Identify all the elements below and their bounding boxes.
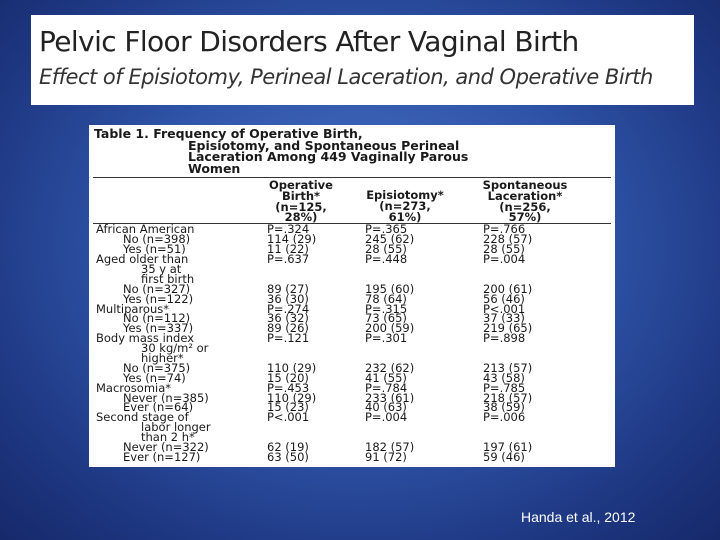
frequency-table <box>89 125 615 467</box>
row-label: first birth <box>141 271 195 286</box>
row-label: No (n=375) <box>123 360 191 375</box>
cell-spontaneous-laceration: 37 (33) <box>483 311 525 326</box>
header-line: (n=125, <box>275 199 327 214</box>
header-spontaneous-laceration <box>463 178 587 225</box>
cell-operative-birth: 110 (29) <box>267 360 317 375</box>
header-line: Spontaneous <box>482 178 568 193</box>
cell-episiotomy: 232 (62) <box>365 360 415 375</box>
cell-operative-birth: 114 (29) <box>267 232 317 247</box>
row-label: African American <box>96 222 195 237</box>
cell-spontaneous-laceration: 197 (61) <box>483 439 533 454</box>
cell-spontaneous-laceration: P=.785 <box>483 380 526 395</box>
table-caption <box>93 128 611 174</box>
row-label: Never (n=385) <box>123 390 209 405</box>
table-body <box>93 224 611 462</box>
table-row <box>93 291 611 306</box>
cell-episiotomy: 200 (59) <box>365 321 415 336</box>
header-line: Operative <box>269 178 333 193</box>
slide-subtitle: Effect of Episiotomy, Perineal Laceration, and Operative Birth <box>39 65 653 89</box>
cell-episiotomy <box>353 344 465 354</box>
row-label: Multiparous* <box>96 301 169 316</box>
cell-episiotomy: P=.301 <box>365 331 408 346</box>
row-label: Body mass index <box>96 331 195 346</box>
row-label: 35 y at <box>141 261 182 276</box>
cell-operative-birth: 89 (27) <box>267 281 309 296</box>
cell-episiotomy: P=.365 <box>365 222 408 237</box>
cell-spontaneous-laceration: P=.766 <box>483 222 526 237</box>
cell-spontaneous-laceration: P=.004 <box>483 252 526 267</box>
cell-spontaneous-laceration: 218 (57) <box>483 390 533 405</box>
cell-operative-birth: 15 (20) <box>267 370 309 385</box>
cell-spontaneous-laceration: 59 (46) <box>483 449 525 464</box>
cell-spontaneous-laceration: 38 (59) <box>483 400 525 415</box>
cell-episiotomy: 73 (65) <box>365 311 407 326</box>
header-line: Birth* <box>281 188 321 203</box>
cell-spontaneous-laceration: 213 (57) <box>483 360 533 375</box>
title-banner <box>31 15 694 105</box>
row-label: higher* <box>141 350 184 365</box>
table-header <box>93 178 611 223</box>
cell-operative-birth <box>263 265 353 275</box>
cell-episiotomy: P=.315 <box>365 301 408 316</box>
row-label: Ever (n=64) <box>123 400 194 415</box>
header-line: (n=256, <box>499 199 551 214</box>
row-label: Ever (n=127) <box>123 449 201 464</box>
row-label: Yes (n=74) <box>123 370 186 385</box>
cell-operative-birth: P<.001 <box>267 410 310 425</box>
slide-title: Pelvic Floor Disorders After Vaginal Birth <box>39 25 579 58</box>
header-line: Laceration* <box>487 188 563 203</box>
row-label: No (n=112) <box>123 311 191 326</box>
cell-episiotomy: P=.004 <box>365 410 408 425</box>
row-label: No (n=398) <box>123 232 191 247</box>
header-line: 57%) <box>508 210 542 225</box>
cell-operative-birth: 36 (30) <box>267 291 309 306</box>
row-label: Second stage of <box>96 410 189 425</box>
cell-operative-birth: 15 (23) <box>267 400 309 415</box>
cell-operative-birth: 11 (22) <box>267 242 309 257</box>
cell-operative-birth <box>263 344 353 354</box>
citation: Handa et al., 2012 <box>521 509 636 525</box>
cell-episiotomy: P=.784 <box>365 380 408 395</box>
cell-episiotomy: 91 (72) <box>365 449 407 464</box>
row-label: labor longer <box>141 420 211 435</box>
cell-spontaneous-laceration: P=.898 <box>483 331 526 346</box>
cell-spontaneous-laceration <box>465 423 589 433</box>
cell-spontaneous-laceration: P=.006 <box>483 410 526 425</box>
cell-operative-birth: 110 (29) <box>267 390 317 405</box>
header-operative-birth <box>255 178 347 225</box>
cell-spontaneous-laceration: 28 (55) <box>483 242 525 257</box>
table-row <box>93 449 611 464</box>
row-label: Never (n=322) <box>123 439 209 454</box>
cell-episiotomy: 182 (57) <box>365 439 415 454</box>
cell-operative-birth: 62 (19) <box>267 439 309 454</box>
cell-spontaneous-laceration <box>465 344 589 354</box>
cell-episiotomy: 195 (60) <box>365 281 415 296</box>
header-line: 61%) <box>388 209 422 224</box>
cell-spontaneous-laceration: 219 (65) <box>483 321 533 336</box>
row-label: Yes (n=51) <box>123 242 186 257</box>
header-line: Episiotomy* <box>366 188 444 203</box>
cell-episiotomy <box>353 265 465 275</box>
cell-operative-birth: 63 (50) <box>267 449 309 464</box>
row-label: Aged older than <box>96 252 189 267</box>
caption-line: Table 1. Frequency of Operative Birth, <box>94 126 363 141</box>
cell-episiotomy: 245 (62) <box>365 232 415 247</box>
cell-episiotomy <box>353 423 465 433</box>
caption-line: Laceration Among 449 Vaginally Parous <box>188 149 469 165</box>
cell-operative-birth: P=.453 <box>267 380 310 395</box>
cell-operative-birth: P=.121 <box>267 331 310 346</box>
cell-spontaneous-laceration: 228 (57) <box>483 232 533 247</box>
cell-episiotomy: 41 (55) <box>365 370 407 385</box>
cell-operative-birth: 36 (32) <box>267 311 309 326</box>
caption-line: Episiotomy, and Spontaneous Perineal <box>188 137 460 153</box>
cell-operative-birth: 89 (26) <box>267 321 309 336</box>
cell-operative-birth: P=.637 <box>267 252 310 267</box>
cell-episiotomy: 28 (55) <box>365 242 407 257</box>
cell-spontaneous-laceration: 200 (61) <box>483 281 533 296</box>
row-label: No (n=327) <box>123 281 191 296</box>
row-label: Macrosomia* <box>96 380 172 395</box>
row-label: Yes (n=122) <box>123 291 194 306</box>
cell-spontaneous-laceration: P<.001 <box>483 301 526 316</box>
cell-spontaneous-laceration: 56 (46) <box>483 291 525 306</box>
cell-episiotomy: 40 (63) <box>365 400 407 415</box>
cell-spontaneous-laceration: 43 (58) <box>483 370 525 385</box>
header-line: 28%) <box>284 210 318 225</box>
cell-operative-birth: P=.324 <box>267 222 310 237</box>
row-label: 30 kg/m² or <box>141 341 209 356</box>
row-label: than 2 h* <box>141 430 195 445</box>
cell-operative-birth <box>263 423 353 433</box>
row-label: Yes (n=337) <box>123 321 194 336</box>
cell-episiotomy: 78 (64) <box>365 291 407 306</box>
cell-episiotomy: P=.448 <box>365 252 408 267</box>
cell-operative-birth: P=.274 <box>267 301 310 316</box>
header-episiotomy <box>347 180 463 222</box>
cell-spontaneous-laceration <box>465 265 589 275</box>
caption-line: Women <box>188 160 241 176</box>
cell-episiotomy: 233 (61) <box>365 390 415 405</box>
header-line: (n=273, <box>379 198 431 213</box>
